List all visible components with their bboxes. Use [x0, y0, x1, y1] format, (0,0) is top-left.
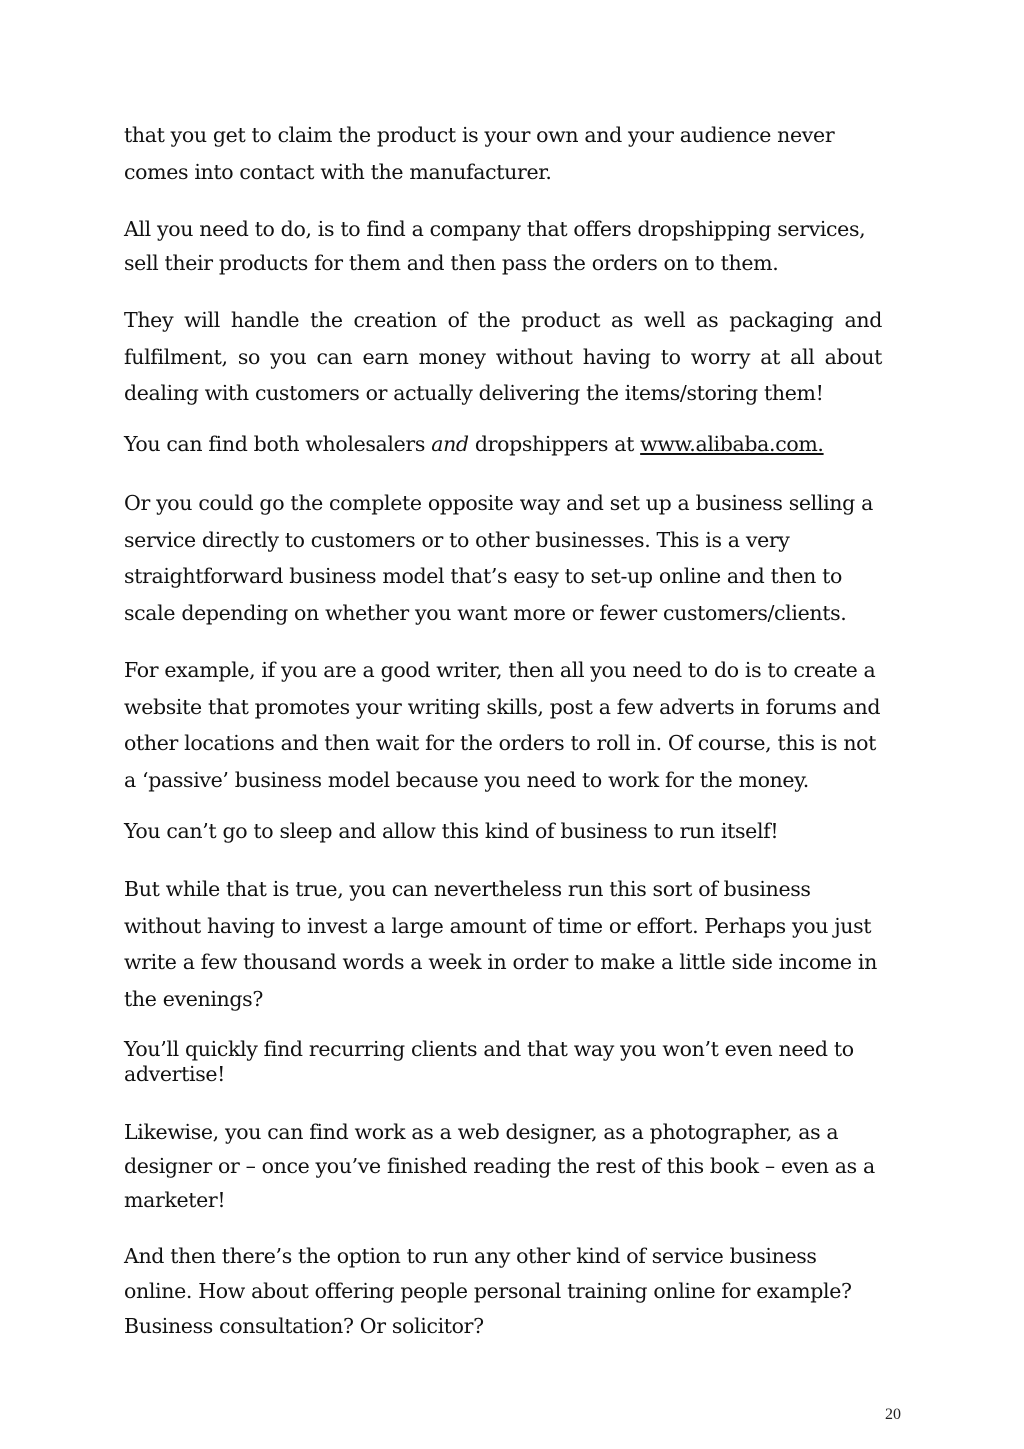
page-number: 20 [885, 1406, 901, 1423]
paragraph-handle-creation: They will handle the creation of the product as well as packaging and fulfilment, so you can earn money without having to worry at all about dealing with customers or actually delivering the items/storing them! [124, 308, 882, 405]
alibaba-link[interactable]: www.alibaba.com. [640, 432, 824, 456]
paragraph-service-business: Or you could go the complete opposite way and set up a business selling a service directly to customers or to other businesses. This is a very straightforward business model that’s easy to set-up online and then to scale depending on whether you want more or fewer customers/clients. [124, 491, 873, 625]
paragraph-product-claim: that you get to claim the product is your own and your audience never comes into contact with the manufacturer. [124, 123, 835, 184]
paragraph-recurring-clients: You’ll quickly find recurring clients and that way you won’t even need to advertise! [124, 1037, 854, 1086]
paragraph-likewise: Likewise, you can find work as a web designer, as a photographer, as a designer or – once you’ve finished reading the rest of this book – even as a marketer! [124, 1120, 875, 1212]
paragraph-nevertheless: But while that is true, you can nevertheless run this sort of business without having to invest a large amount of time or effort. Perhaps you just write a few thousand words a week in order to make a little side income in the evenings? [124, 877, 877, 1011]
paragraph-cant-sleep: You can’t go to sleep and allow this kind of business to run itself! [124, 819, 779, 843]
wholesalers-text: You can find both wholesalers [124, 432, 432, 456]
paragraph-wholesalers [124, 426, 882, 463]
dropshippers-text: dropshippers at [468, 432, 641, 456]
and-emphasis: and [431, 432, 469, 456]
paragraph-other-service: And then there’s the option to run any other kind of service business online. How about offering people personal training online for example? Business consultation? Or solicitor? [124, 1244, 852, 1338]
paragraph-writer-example: For example, if you are a good writer, then all you need to do is to create a website that promotes your writing skills, post a few adverts in forums and other locations and then wait for the orders to roll in. Of course, this is not a ‘passive’ business model because you need to work for the money. [124, 658, 881, 792]
paragraph-dropshipping-services: All you need to do, is to find a company that offers dropshipping services, sell their products for them and then pass the orders on to them. [124, 217, 866, 275]
